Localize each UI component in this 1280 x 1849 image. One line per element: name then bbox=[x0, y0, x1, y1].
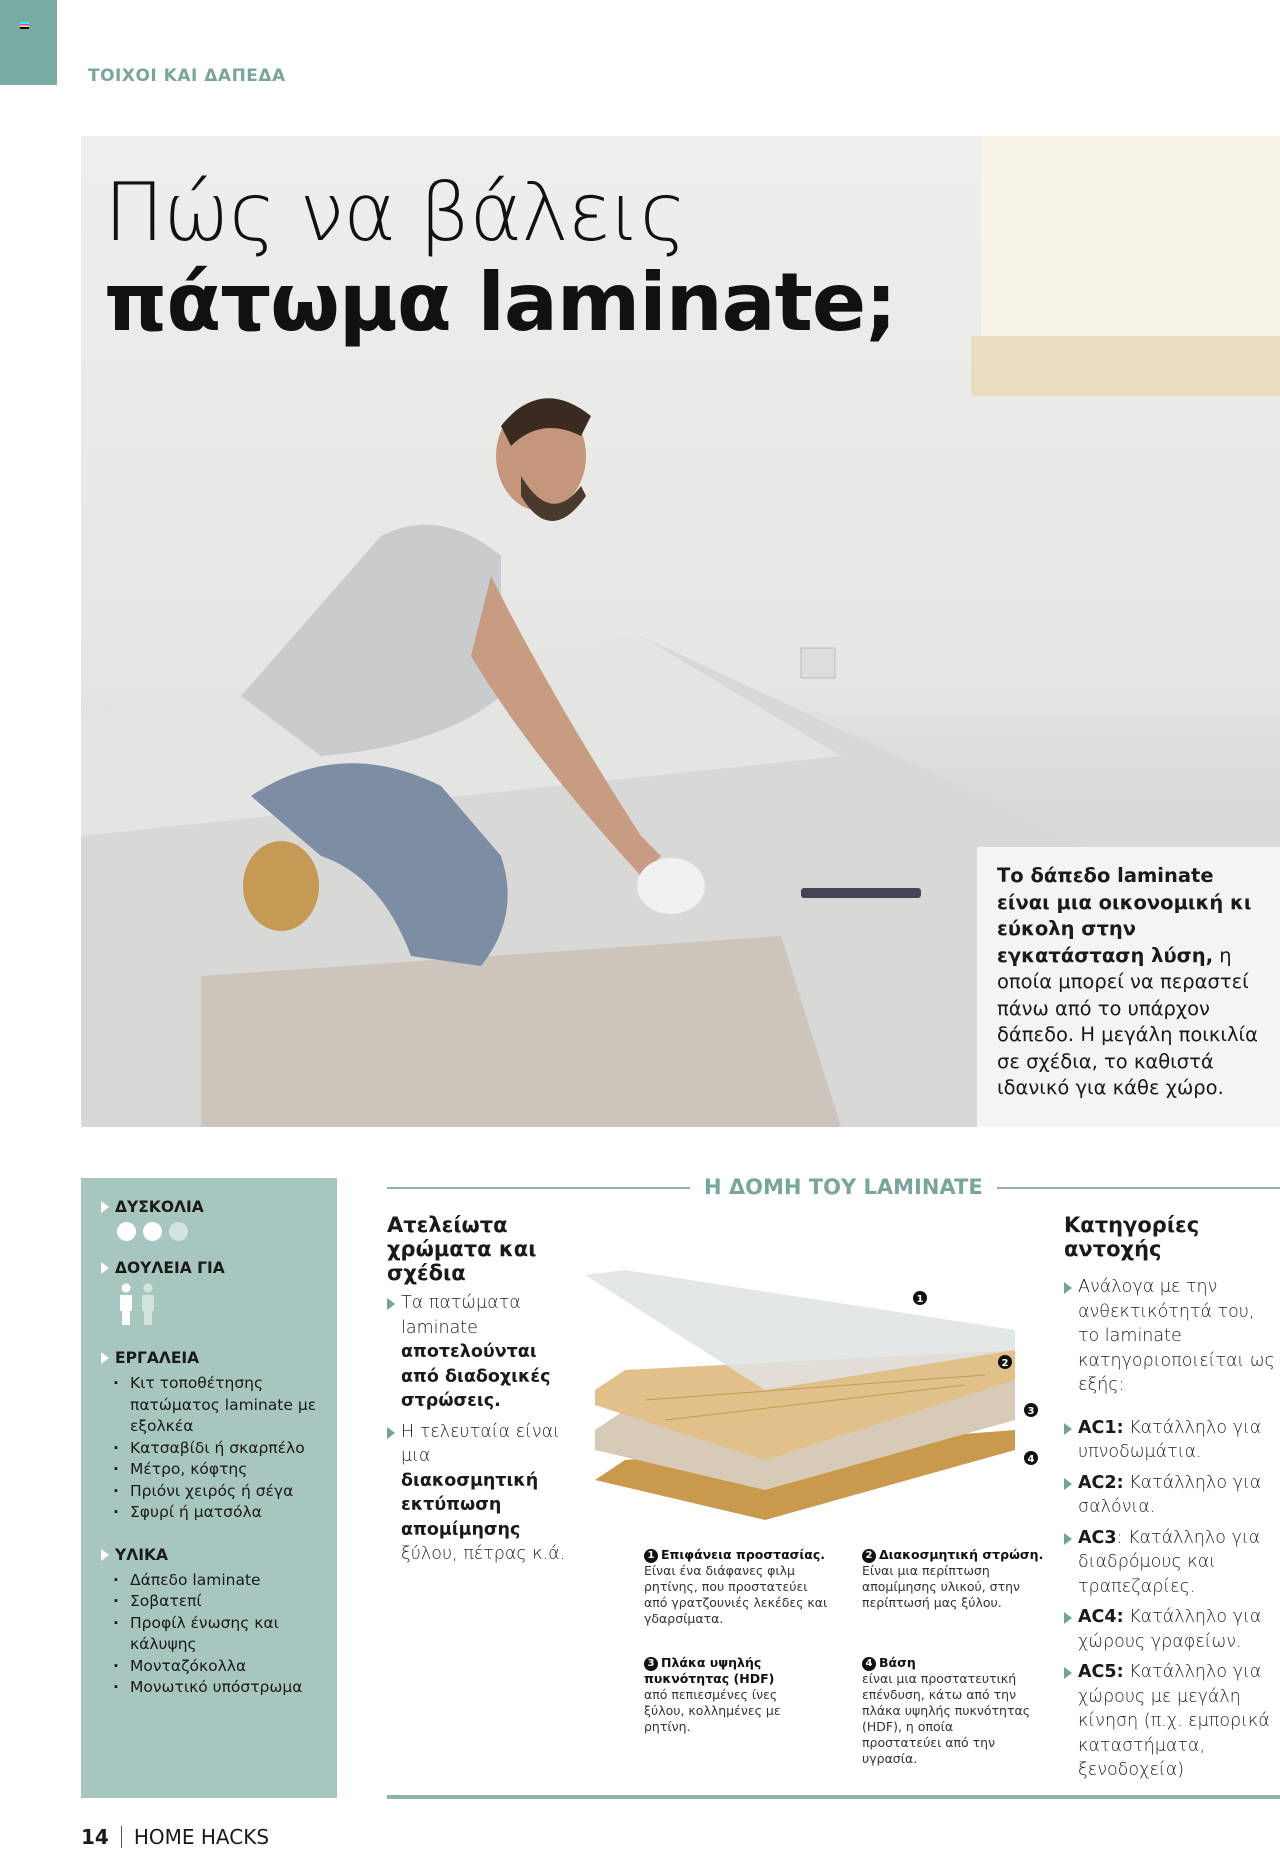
list-item: · Μονταζόκολλα bbox=[111, 1656, 337, 1678]
layer-description-4 bbox=[862, 1655, 1032, 1767]
class-item bbox=[1064, 1416, 1280, 1465]
people-count bbox=[119, 1283, 337, 1325]
person-icon bbox=[141, 1283, 155, 1325]
caption-bold: Το δάπεδο laminate είναι μια οικονομική κι εύκολη στην εγκατάσταση λύση, bbox=[997, 864, 1252, 967]
class-code: AC4: bbox=[1078, 1607, 1124, 1627]
number-badge: 1 bbox=[644, 1549, 658, 1563]
bullet-text: Τα πατώματα laminate bbox=[401, 1293, 521, 1338]
triangle-bullet-icon bbox=[101, 1262, 109, 1274]
color-bar-mark bbox=[20, 22, 29, 29]
bullet bbox=[1064, 1275, 1280, 1398]
svg-text:4: 4 bbox=[1027, 1454, 1035, 1465]
layer-text: είναι μια προστατευτική επένδυση, κάτω από την πλάκα υψηλής πυκνότητας (HDF), η οποία προστατεύει από την υγρασία. bbox=[862, 1671, 1031, 1766]
bullet-bold: αποτελούνται από διαδοχικές στρώσεις. bbox=[401, 1342, 551, 1411]
class-item bbox=[1064, 1660, 1280, 1783]
triangle-bullet-icon bbox=[101, 1201, 109, 1213]
layer-title: Βάση bbox=[879, 1655, 916, 1670]
list-item: · Κατσαβίδι ή σκαρπέλο bbox=[111, 1438, 337, 1460]
tools-list bbox=[111, 1373, 337, 1524]
layer-description-3 bbox=[644, 1655, 819, 1735]
list-item: · Δάπεδο laminate bbox=[111, 1570, 337, 1592]
class-text: Κατάλληλο για χώρους με μεγάλη κίνηση (π.χ. εμπορικά καταστήματα, ξενοδοχεία) bbox=[1078, 1662, 1270, 1780]
svg-text:1: 1 bbox=[916, 1294, 924, 1305]
layer-text: Είναι μια περίπτωση απομίμησης υλικού, στην περίπτωσή μας ξύλου. bbox=[862, 1563, 1021, 1610]
layer-text: από πεπιεσμένες ίνες ξύλου, κολλημένες με ρητίνη. bbox=[644, 1687, 781, 1734]
difficulty-heading bbox=[101, 1198, 337, 1216]
class-text: Κατάλληλο για υπνοδωμάτια. bbox=[1078, 1417, 1262, 1462]
number-badge: 3 bbox=[644, 1657, 658, 1671]
class-text: Κατάλληλο για σαλόνια. bbox=[1078, 1472, 1262, 1517]
triangle-bullet-icon bbox=[1064, 1423, 1072, 1435]
tools-heading bbox=[101, 1349, 337, 1367]
section-label: ΤΟΙΧΟΙ ΚΑΙ ΔΑΠΕΔΑ bbox=[88, 66, 286, 86]
column-heading: Κατηγορίες αντοχής bbox=[1064, 1213, 1200, 1261]
magazine-name: HOME HACKS bbox=[133, 1825, 270, 1849]
bullet-bold: διακοσμητική εκτύπωση απομίμησης bbox=[401, 1470, 539, 1540]
triangle-bullet-icon bbox=[101, 1352, 109, 1364]
page-number: 14 bbox=[81, 1825, 109, 1849]
structure-title: Η ΔΟΜΗ ΤΟΥ LAMINATE bbox=[690, 1175, 997, 1199]
svg-text:3: 3 bbox=[1027, 1406, 1035, 1417]
laminate-layers-diagram bbox=[585, 1260, 1045, 1530]
list-item: · Σοβατεπί bbox=[111, 1591, 337, 1613]
difficulty-dot-filled-icon bbox=[143, 1222, 162, 1241]
bullet-text: Ανάλογα με την ανθεκτικότητά του, το laminate κατηγοριοποιείται ως εξής: bbox=[1078, 1277, 1275, 1395]
class-code: AC2: bbox=[1078, 1472, 1124, 1493]
difficulty-label: ΔΥΣΚΟΛΙΑ bbox=[115, 1198, 204, 1216]
triangle-bullet-icon bbox=[101, 1549, 109, 1561]
difficulty-rating bbox=[117, 1222, 337, 1241]
list-item: · Κιτ τοποθέτησης πατώματος laminate με εξολκέα bbox=[111, 1373, 337, 1438]
colors-column bbox=[387, 1213, 572, 1567]
person-icon bbox=[119, 1283, 133, 1325]
intro-caption bbox=[977, 847, 1280, 1127]
bullet-text: ξύλου, πέτρας κ.ά. bbox=[401, 1544, 566, 1564]
class-text: Κατάλληλο για χώρους γραφείων. bbox=[1078, 1607, 1262, 1652]
class-item bbox=[1064, 1526, 1280, 1600]
materials-heading bbox=[101, 1546, 337, 1564]
info-sidebar bbox=[81, 1178, 337, 1798]
bullet bbox=[387, 1420, 572, 1567]
caption-text: η οποία μπορεί να περαστεί πάνω από το υπάρχον δάπεδο. Η μεγάλη ποικιλία σε σχέδια, το καθιστά ιδανικό για κάθε χώρο. bbox=[997, 943, 1258, 1099]
class-code: AC1: bbox=[1078, 1417, 1124, 1438]
triangle-bullet-icon bbox=[1064, 1612, 1072, 1624]
layer-description-1 bbox=[644, 1547, 834, 1627]
number-badge: 4 bbox=[862, 1657, 876, 1671]
divider bbox=[121, 1826, 122, 1848]
triangle-bullet-icon bbox=[387, 1427, 395, 1439]
materials-label: ΥΛΙΚΑ bbox=[115, 1545, 168, 1564]
triangle-bullet-icon bbox=[1064, 1282, 1072, 1294]
number-badge: 2 bbox=[862, 1549, 876, 1563]
divider bbox=[387, 1795, 1280, 1799]
page-footer bbox=[81, 1825, 269, 1849]
bullet-text: Η τελευταία είναι μια bbox=[401, 1421, 560, 1466]
list-item: · Προφίλ ένωσης και κάλυψης bbox=[111, 1613, 337, 1656]
layer-title: Επιφάνεια προστασίας. bbox=[661, 1547, 826, 1562]
list-item: · Μονωτικό υπόστρωμα bbox=[111, 1677, 337, 1699]
title-line-2: πάτωμα laminate; bbox=[104, 256, 897, 349]
column-heading: Ατελείωτα χρώματα και σχέδια bbox=[387, 1213, 537, 1285]
difficulty-dot-filled-icon bbox=[117, 1222, 136, 1241]
layer-title: Πλάκα υψηλής πυκνότητας (HDF) bbox=[644, 1655, 775, 1686]
triangle-bullet-icon bbox=[1064, 1667, 1072, 1679]
title-line-1: Πώς να βάλεις bbox=[104, 166, 686, 259]
people-label: ΔΟΥΛΕΙΑ ΓΙΑ bbox=[115, 1259, 225, 1277]
triangle-bullet-icon bbox=[1064, 1478, 1072, 1490]
class-text: : Κατάλληλο για διαδρόμους και τραπεζαρίες. bbox=[1078, 1527, 1261, 1597]
class-item bbox=[1064, 1605, 1280, 1654]
difficulty-dot-empty-icon bbox=[169, 1222, 188, 1241]
bullet bbox=[387, 1291, 572, 1414]
page-title bbox=[104, 168, 896, 348]
layer-text: Είναι ένα διάφανες φιλμ ρητίνης, που προστατεύει από γρατζουνιές λεκέδες και γδαρσίματα. bbox=[644, 1563, 828, 1626]
layer-title: Διακοσμητική στρώση. bbox=[879, 1547, 1044, 1562]
materials-list bbox=[111, 1570, 337, 1699]
class-code: AC3 bbox=[1078, 1527, 1117, 1548]
tools-label: ΕΡΓΑΛΕΙΑ bbox=[115, 1349, 200, 1367]
list-item: · Μέτρο, κόφτης bbox=[111, 1459, 337, 1481]
resistance-classes-column bbox=[1064, 1213, 1280, 1783]
corner-tab bbox=[0, 0, 57, 85]
class-code: AC5: bbox=[1078, 1662, 1124, 1682]
svg-text:2: 2 bbox=[1001, 1358, 1009, 1369]
triangle-bullet-icon bbox=[387, 1298, 395, 1310]
list-item: · Πριόνι χειρός ή σέγα bbox=[111, 1481, 337, 1503]
triangle-bullet-icon bbox=[1064, 1533, 1072, 1545]
list-item: · Σφυρί ή ματσόλα bbox=[111, 1502, 337, 1524]
class-item bbox=[1064, 1471, 1280, 1520]
people-heading bbox=[101, 1259, 337, 1277]
layer-description-2 bbox=[862, 1547, 1052, 1611]
